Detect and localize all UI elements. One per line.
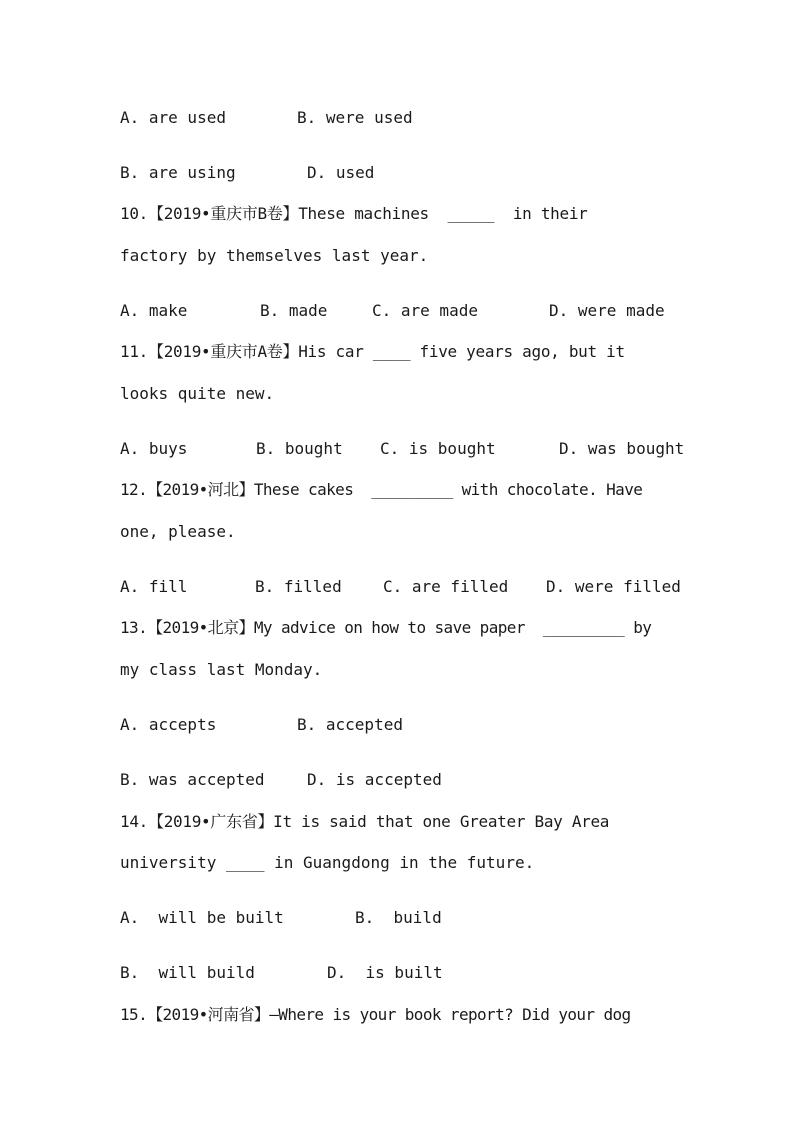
q13-option-b: B. accepted xyxy=(297,715,403,734)
q10-option-c: C. are made xyxy=(372,301,478,320)
q9-option-c: B. are using xyxy=(120,163,236,182)
q9-option-b: B. were used xyxy=(297,108,413,127)
q12-option-a: A. fill xyxy=(120,577,188,596)
q13-option-a: A. accepts xyxy=(120,715,217,734)
q13-option-c: B. was accepted xyxy=(120,770,265,789)
q12-stem-line2: one, please. xyxy=(120,522,236,541)
q14-option-a: A. will be built xyxy=(120,908,284,927)
q12-option-d: D. were filled xyxy=(546,577,681,596)
q12-option-c: C. are filled xyxy=(383,577,509,596)
q14-option-b: B. build xyxy=(355,908,442,927)
q14-stem-line1: 14.【2019•广东省】It is said that one Greater Bay Area xyxy=(120,812,610,831)
q10-stem-line2: factory by themselves last year. xyxy=(120,246,429,265)
q11-option-d: D. was bought xyxy=(559,439,685,458)
q10-option-a: A. make xyxy=(120,301,188,320)
q15-stem-line1: 15.【2019•河南省】—Where is your book report? Did your dog xyxy=(120,1005,631,1024)
q12-stem-line1: 12.【2019•河北】These cakes _________ with chocolate. Have xyxy=(120,480,643,499)
q14-stem-line2: university ____ in Guangdong in the future. xyxy=(120,853,535,872)
q14-option-c: B. will build xyxy=(120,963,255,982)
q11-option-a: A. buys xyxy=(120,439,188,458)
q10-option-d: D. were made xyxy=(549,301,665,320)
q9-option-d: D. used xyxy=(307,163,375,182)
q11-stem-line2: looks quite new. xyxy=(120,384,275,403)
q9-option-a: A. are used xyxy=(120,108,226,127)
q10-option-b: B. made xyxy=(260,301,328,320)
q11-option-b: B. bought xyxy=(256,439,343,458)
q10-stem-line1: 10.【2019•重庆市B卷】These machines _____ in their xyxy=(120,204,588,223)
q12-option-b: B. filled xyxy=(255,577,342,596)
q13-option-d: D. is accepted xyxy=(307,770,442,789)
q11-stem-line1: 11.【2019•重庆市A卷】His car ____ five years ago, but it xyxy=(120,342,625,361)
q11-option-c: C. is bought xyxy=(380,439,496,458)
q13-stem-line1: 13.【2019•北京】My advice on how to save paper _________ by xyxy=(120,618,652,637)
q13-stem-line2: my class last Monday. xyxy=(120,660,323,679)
q14-option-d: D. is built xyxy=(327,963,443,982)
